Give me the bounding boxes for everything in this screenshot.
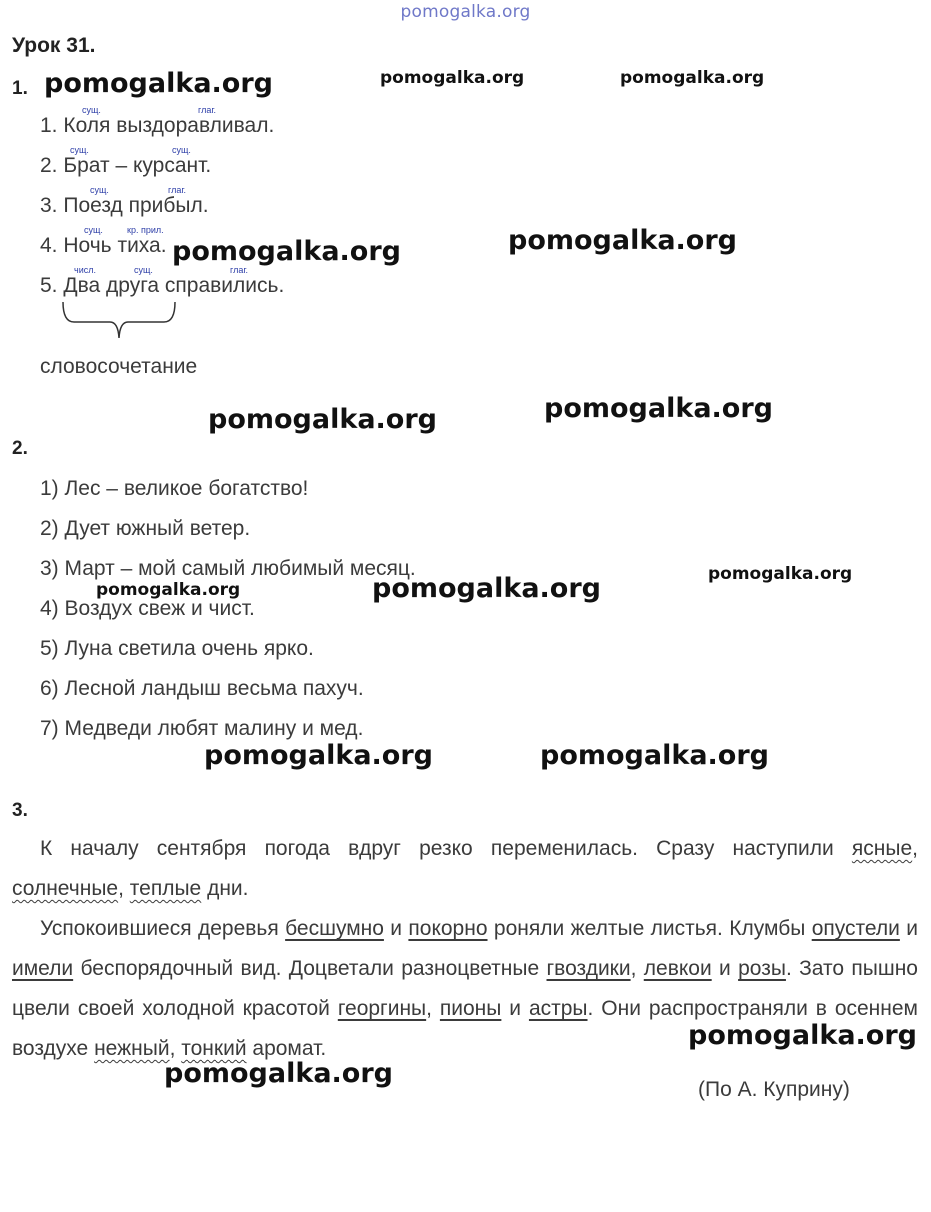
ex1-line-3: 3. Поезд прибыл. [40, 194, 209, 217]
exercise-1-number: 1. [12, 78, 28, 99]
watermark: pomogalka.org [372, 573, 601, 604]
watermark: pomogalka.org [620, 68, 765, 88]
pos-tag: сущ. [82, 105, 101, 115]
watermark: pomogalka.org [708, 564, 853, 584]
ex2-line-7: 7) Медведи любят малину и мед. [40, 717, 364, 740]
exercise-3-number: 3. [12, 800, 28, 821]
ex2-line-3: 3) Март – мой самый любимый месяц. [40, 557, 416, 580]
header-watermark: pomogalka.org [400, 2, 531, 22]
ex1-line-5: 5. Два друга справились. [40, 274, 285, 297]
watermark: pomogalka.org [96, 580, 241, 600]
watermark: pomogalka.org [540, 740, 769, 771]
ex2-line-6: 6) Лесной ландыш весьма пахуч. [40, 677, 364, 700]
watermark: pomogalka.org [164, 1058, 393, 1089]
watermark: pomogalka.org [544, 393, 773, 424]
watermark: pomogalka.org [688, 1020, 917, 1051]
author-credit: (По А. Куприну) [698, 1078, 850, 1101]
pos-tag: сущ. [172, 145, 191, 155]
pos-tag: глаг. [168, 185, 187, 195]
ex3-paragraph-1: К началу сентября погода вдруг резко переменилась. Сразу наступили ясные, солнечные, теплые дни. [12, 837, 918, 900]
pos-tag: сущ. [90, 185, 109, 195]
watermark: pomogalka.org [380, 68, 525, 88]
ex2-line-4: 4) Воздух свеж и чист. [40, 597, 255, 620]
pos-tag: глаг. [198, 105, 217, 115]
pos-tag: числ. [74, 265, 96, 275]
pos-tag: глаг. [230, 265, 249, 275]
pos-tag: сущ. [70, 145, 89, 155]
lesson-title: Урок 31. [12, 34, 96, 57]
exercise-2-number: 2. [12, 438, 28, 459]
brace-icon [60, 300, 180, 345]
phrase-label: словосочетание [40, 355, 198, 378]
pos-tag: сущ. [84, 225, 103, 235]
watermark: pomogalka.org [208, 404, 437, 435]
ex2-line-2: 2) Дует южный ветер. [40, 517, 251, 540]
ex3-paragraph-2: Успокоившиеся деревья бесшумно и покорно роняли желтые листья. Клумбы опустели и имели беспорядочный вид. Доцветали разноцветные гвоздики, левкои и розы. Зато пышно цвели своей холодной красотой георгины, пионы и астры. Они распространяли в осеннем воздухе нежный, тонкий аромат. [12, 917, 918, 1060]
watermark: pomogalka.org [204, 740, 433, 771]
pos-tag: кр. прил. [127, 225, 164, 235]
watermark: pomogalka.org [508, 225, 737, 256]
ex1-line-2: 2. Брат – курсант. [40, 154, 212, 177]
ex2-line-5: 5) Луна светила очень ярко. [40, 637, 314, 660]
pos-tag: сущ. [134, 265, 153, 275]
ex1-line-4: 4. Ночь тиха. [40, 234, 167, 257]
ex2-line-1: 1) Лес – великое богатство! [40, 477, 309, 500]
ex1-line-1: 1. Коля выздоравливал. [40, 114, 275, 137]
watermark: pomogalka.org [172, 236, 401, 267]
watermark: pomogalka.org [44, 68, 273, 99]
